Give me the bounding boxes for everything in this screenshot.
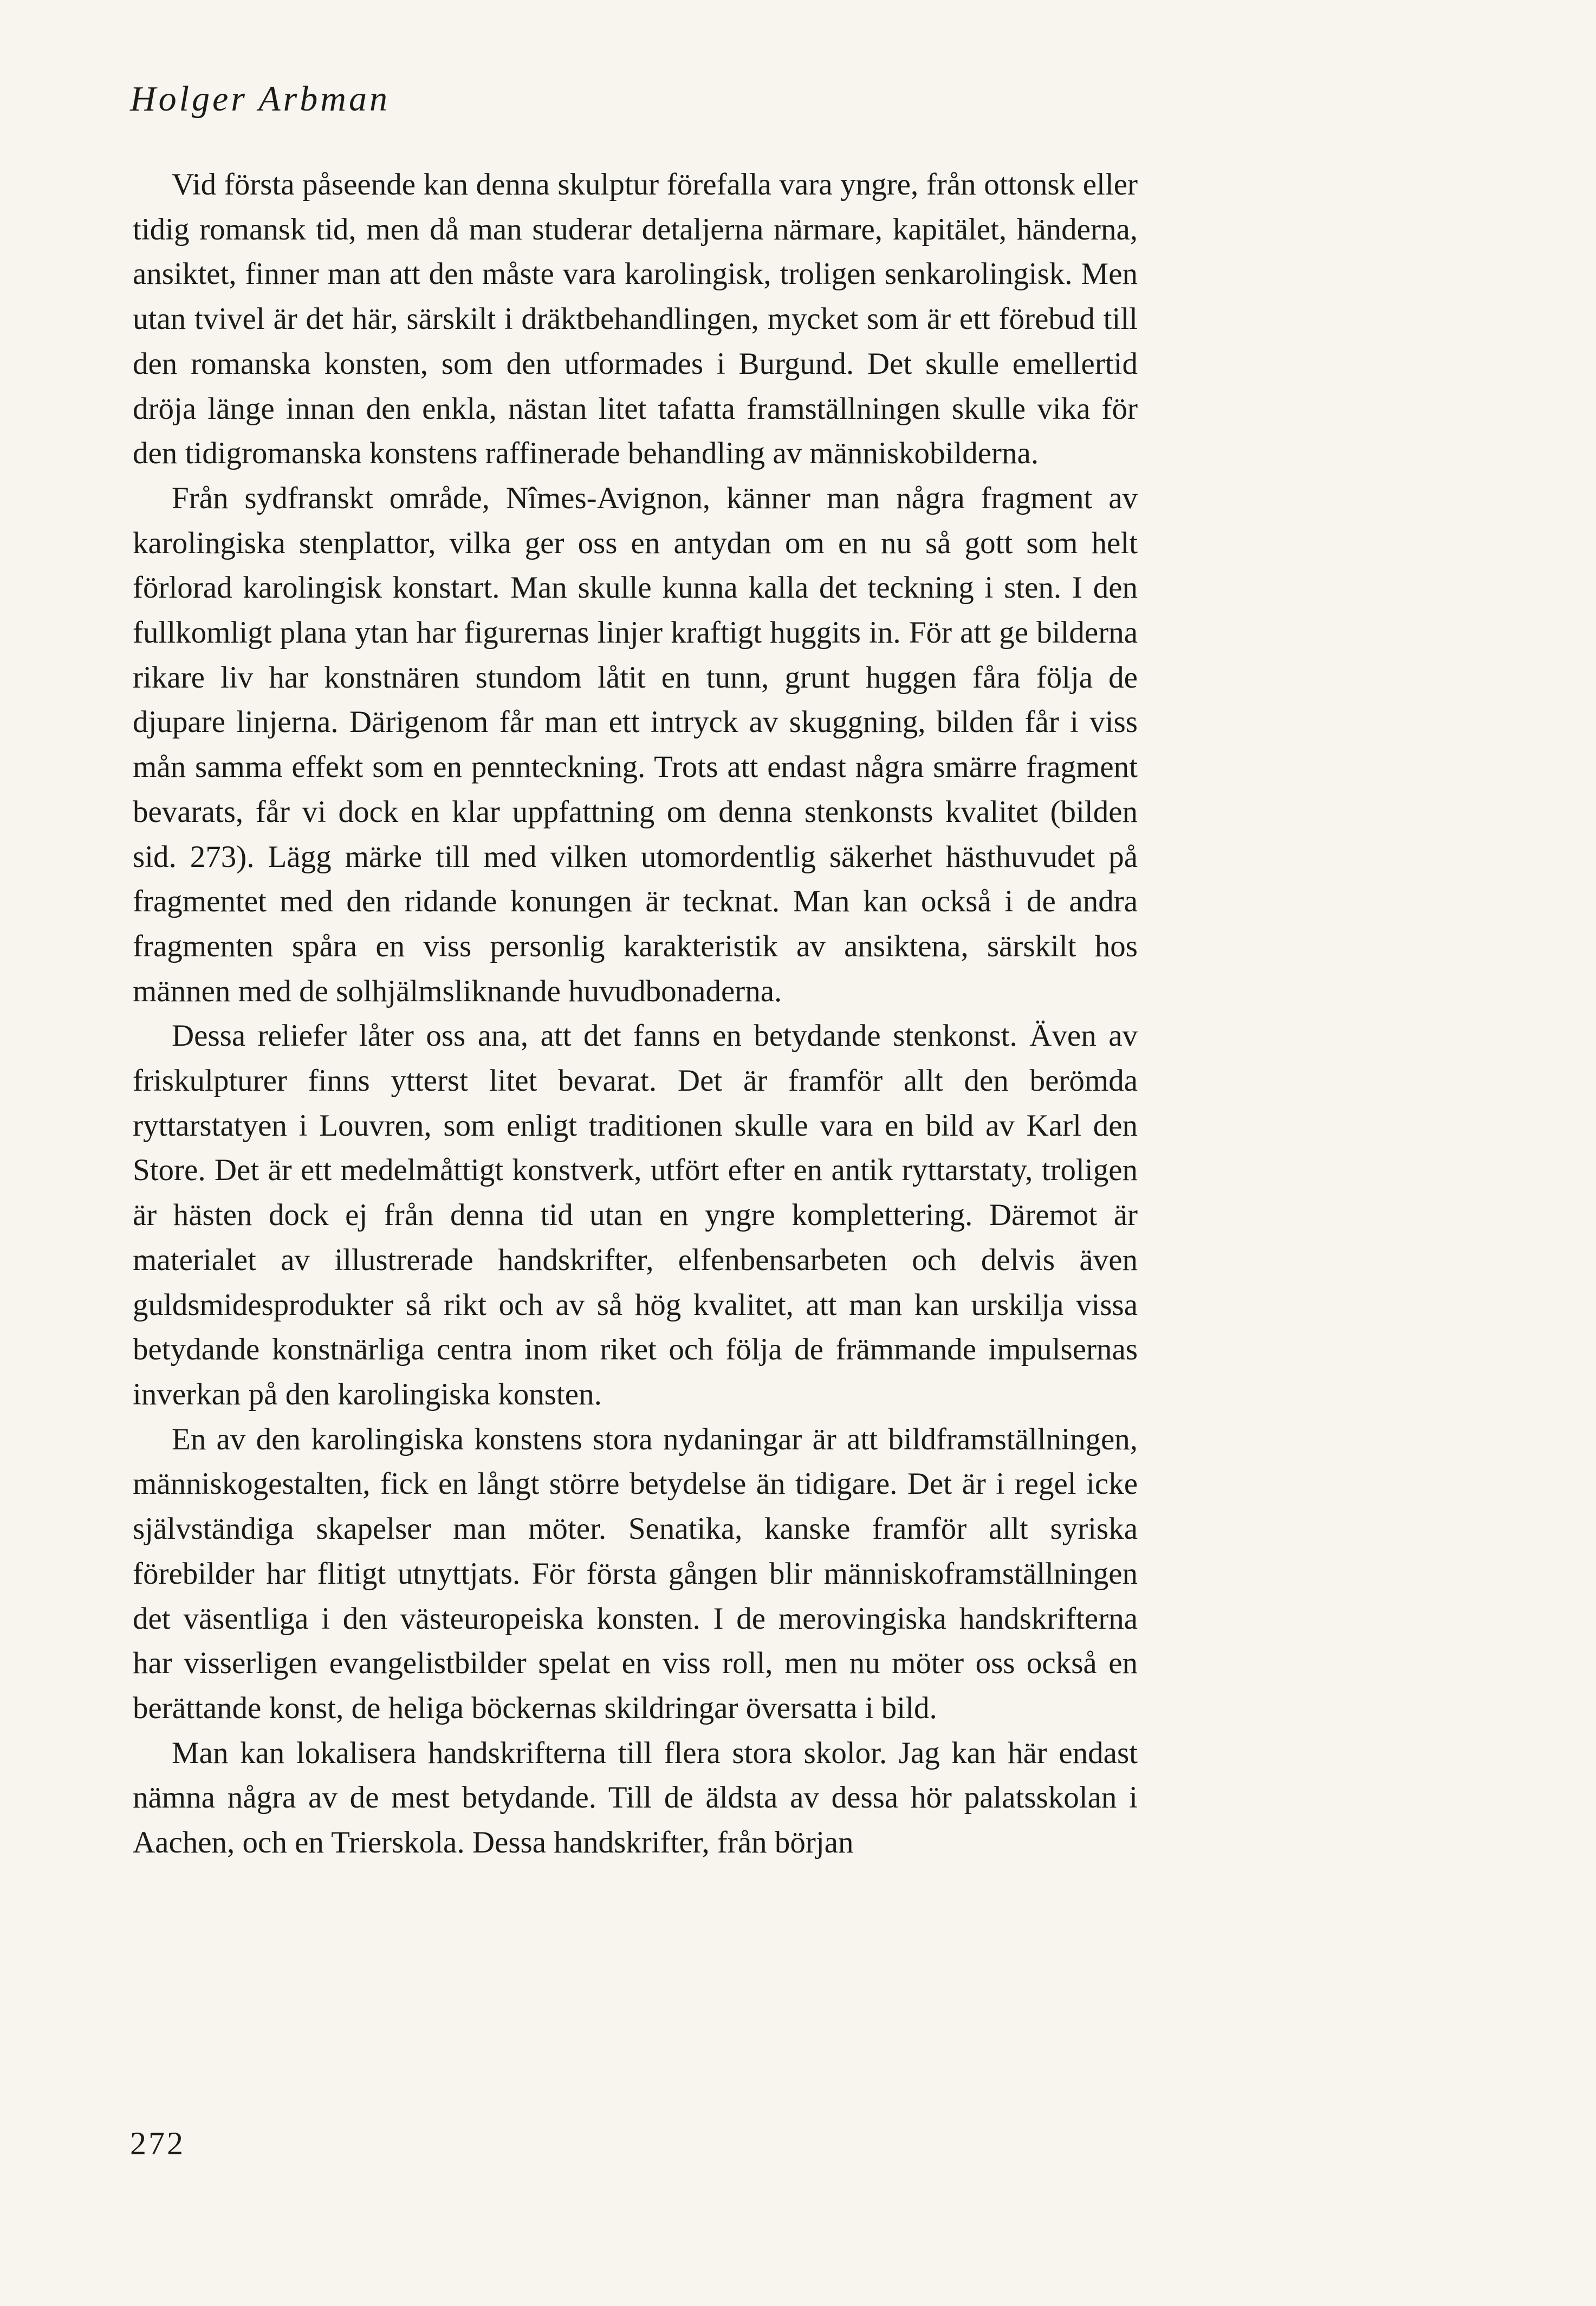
body-text [133,163,1138,1865]
paragraph: Vid första påseende kan denna skulptur förefalla vara yngre, från ottonsk eller tidig romansk tid, men då man studerar detaljerna närmare, kapitälet, händerna, ansiktet, finner man att den måste vara karolingisk, troligen senkarolingisk. Men utan tvivel är det här, särskilt i dräktbehandlingen, mycket som är ett förebud till den romanska konsten, som den utformades i Burgund. Det skulle emellertid dröja länge innan den enkla, nästan litet tafatta framställningen skulle vika för den tidigromanska konstens raffinerade behandling av människobilderna. [133,167,1138,471]
paragraph: Dessa reliefer låter oss ana, att det fanns en betydande stenkonst. Även av friskulpturer finns ytterst litet bevarat. Det är framför allt den berömda ryttarstatyen i Louvren, som enligt traditionen skulle vara en bild av Karl den Store. Det är ett medelmåttigt konstverk, utfört efter en antik ryttarstaty, troligen är hästen dock ej från denna tid utan en yngre komplettering. Däremot är materialet av illustrerade handskrifter, elfenbensarbeten och delvis även guldsmidesprodukter så rikt och av så hög kvalitet, att man kan urskilja vissa betydande konstnärliga centra inom riket och följa de främmande impulsernas inverkan på den karolingiska konsten. [133,1019,1138,1411]
paragraph: Från sydfranskt område, Nîmes-Avignon, känner man några fragment av karolingiska stenplattor, vilka ger oss en antydan om en nu så gott som helt förlorad karolingisk konstart. Man skulle kunna kalla det teckning i sten. I den fullkomligt plana ytan har figurernas linjer kraftigt huggits in. För att ge bilderna rikare liv har konstnären stundom låtit en tunn, grunt huggen fåra följa de djupare linjerna. Därigenom får man ett intryck av skuggning, bilden får i viss mån samma effekt som en pennteckning. Trots att endast några smärre fragment bevarats, får vi dock en klar uppfattning om denna stenkonsts kvalitet (bilden sid. 273). Lägg märke till med vilken utomordentlig säkerhet hästhuvudet på fragmentet med den ridande konungen är tecknat. Man kan också i de andra fragmenten spåra en viss personlig karakteristik av ansiktena, särskilt hos männen med de solhjälmsliknande huvudbonaderna. [133,481,1138,1008]
paragraph: En av den karolingiska konstens stora nydaningar är att bildframställningen, människogestalten, fick en långt större betydelse än tidigare. Det är i regel icke självständiga skapelser man möter. Senatika, kanske framför allt syriska förebilder har flitigt utnyttjats. För första gången blir människoframställningen det väsentliga i den västeuropeiska konsten. I de merovingiska handskrifterna har visserligen evangelistbilder spelat en viss roll, men nu möter oss också en berättande konst, de heliga böckernas skildringar översatta i bild. [133,1422,1138,1725]
running-head: Holger Arbman [130,79,390,119]
paragraph: Man kan lokalisera handskrifterna till flera stora skolor. Jag kan här endast nämna några av de mest betydande. Till de äldsta av dessa hör palatsskolan i Aachen, och en Trierskola. Dessa handskrifter, från början [133,1735,1138,1860]
page-number: 272 [130,2126,185,2161]
